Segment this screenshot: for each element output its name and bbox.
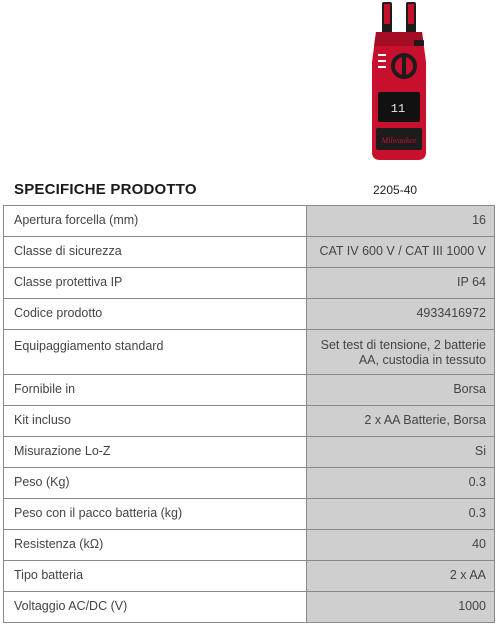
spec-row — [4, 375, 495, 406]
spec-title: SPECIFICHE PRODOTTO — [14, 181, 197, 198]
spec-row — [4, 530, 495, 561]
model-number: 2205-40 — [373, 183, 418, 197]
spec-label: Resistenza (kΩ) — [4, 530, 307, 561]
spec-header — [0, 175, 498, 205]
spec-label: Fornibile in — [4, 375, 307, 406]
spec-value: 0.3 — [307, 468, 495, 499]
spec-label: Peso con il pacco batteria (kg) — [4, 499, 307, 530]
spec-value: 0.3 — [307, 499, 495, 530]
spec-value: 40 — [307, 530, 495, 561]
spec-value: CAT IV 600 V / CAT III 1000 V — [307, 237, 495, 268]
spec-value: 2 x AA Batterie, Borsa — [307, 406, 495, 437]
spec-label: Misurazione Lo-Z — [4, 437, 307, 468]
spec-label: Voltaggio AC/DC (V) — [4, 592, 307, 623]
spec-label: Classe protettiva IP — [4, 268, 307, 299]
brand-logo-text: Milwaukee — [381, 136, 417, 145]
spec-value: Si — [307, 437, 495, 468]
spec-row — [4, 268, 495, 299]
spec-label: Codice prodotto — [4, 299, 307, 330]
spec-label: Kit incluso — [4, 406, 307, 437]
spec-row — [4, 330, 495, 375]
spec-row — [4, 592, 495, 623]
fork-meter-drawing — [368, 2, 430, 164]
spec-row — [4, 299, 495, 330]
spec-label: Tipo batteria — [4, 561, 307, 592]
spec-label: Equipaggiamento standard — [4, 330, 307, 375]
display-reading: 11 — [390, 102, 406, 116]
spec-row — [4, 437, 495, 468]
spec-row — [4, 468, 495, 499]
spec-row — [4, 237, 495, 268]
spec-row — [4, 206, 495, 237]
spec-value: 2 x AA — [307, 561, 495, 592]
spec-row — [4, 561, 495, 592]
spec-value: 16 — [307, 206, 495, 237]
spec-row — [4, 406, 495, 437]
spec-value: 1000 — [307, 592, 495, 623]
spec-table — [3, 205, 495, 623]
spec-row — [4, 499, 495, 530]
product-image — [368, 2, 430, 164]
spec-value: Borsa — [307, 375, 495, 406]
spec-value: Set test di tensione, 2 batterie AA, custodia in tessuto — [307, 330, 495, 375]
spec-label: Apertura forcella (mm) — [4, 206, 307, 237]
spec-value: IP 64 — [307, 268, 495, 299]
spec-value: 4933416972 — [307, 299, 495, 330]
spec-label: Peso (Kg) — [4, 468, 307, 499]
spec-label: Classe di sicurezza — [4, 237, 307, 268]
